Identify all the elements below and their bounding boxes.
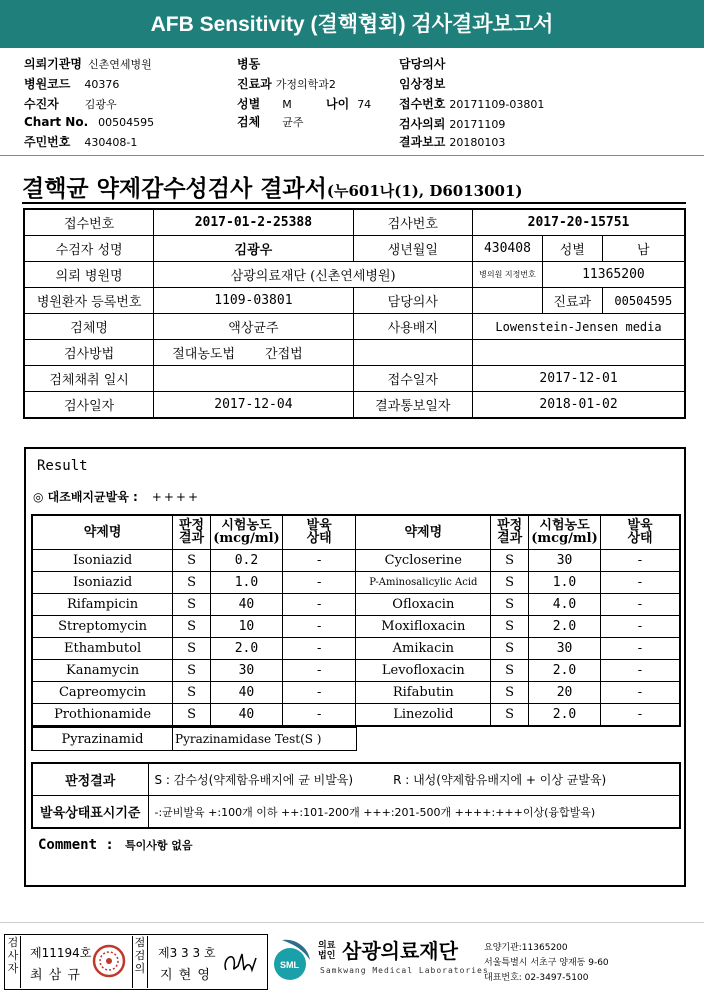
org-name: 삼광의료재단 <box>342 939 458 963</box>
drug-growth: - <box>282 593 355 615</box>
drug-concentration: 30 <box>210 659 282 681</box>
drug-concentration: 2.0 <box>529 615 601 637</box>
signature-icon <box>220 948 260 978</box>
drug-row <box>32 681 680 703</box>
drug-result: S <box>491 681 529 703</box>
drug-name: P-Aminosalicylic Acid <box>356 571 491 593</box>
drug-name: Linezolid <box>356 703 491 726</box>
drug-concentration: 30 <box>529 637 601 659</box>
drug-growth: - <box>601 637 680 659</box>
drug-result: S <box>491 703 529 726</box>
drug-name: Rifampicin <box>32 593 173 615</box>
drug-concentration: 40 <box>210 681 282 703</box>
org-code: 요양기관:11365200 <box>484 943 568 953</box>
drug-name: Kanamycin <box>32 659 173 681</box>
drug-growth: - <box>282 659 355 681</box>
drug-growth: - <box>601 681 680 703</box>
drug-growth: - <box>601 571 680 593</box>
drug-name: Ofloxacin <box>356 593 491 615</box>
legend-table: 판정결과 S : 감수성(약제함유배지에 균 비발육) R : 내성(약제함유배지에 + 이상 균발육) 발육상태표시기준 -:균비발육 +:100개 이하 ++:101-200개 +++:201-500개 ++++:+++이상(융합발육) <box>31 762 681 829</box>
drug-name: Prothionamide <box>32 703 173 726</box>
drug-growth: - <box>282 681 355 703</box>
tester-name: 최 삼 규 <box>30 968 81 983</box>
heading-rule <box>22 202 686 204</box>
drug-result: S <box>491 615 529 637</box>
result-label: Result <box>37 458 88 474</box>
specimen-info-table: 접수번호 2017-01-2-25388 검사번호 2017-20-15751 수검자 성명 김광우 생년월일 430408 성별 남 의뢰 병원명 삼광의료재단 (신촌연세병원) 병의원 지정번호 11365200 병원환자 등록번호 1109-03801 담당의사 진료과 00504595 검체명 액상균주 사용배지 Lowenstein-Jensen media 검사방법 절대농도법 간접법 검체채취 일시 접수일자 2017-12-01 검사일자 2017-12-04 결과통보일자 2018-01-02 <box>23 208 686 419</box>
drug-result: S <box>173 615 211 637</box>
drug-name: Amikacin <box>356 637 491 659</box>
drug-result: S <box>491 659 529 681</box>
tester-no: 제11194호 <box>30 946 92 960</box>
report-heading: 결핵균 약제감수성검사 결과서(누601나(1), D6013001) <box>22 175 523 202</box>
drug-concentration: 2.0 <box>529 703 601 726</box>
sml-logo-icon <box>272 936 316 982</box>
drug-row <box>32 593 680 615</box>
drug-result: S <box>173 659 211 681</box>
drug-result: S <box>173 549 211 571</box>
drug-growth: - <box>601 703 680 726</box>
approver-name: 지 현 영 <box>160 968 211 983</box>
drug-name: Ethambutol <box>32 637 173 659</box>
drug-result: S <box>173 637 211 659</box>
drug-concentration: 10 <box>210 615 282 637</box>
drug-row <box>32 637 680 659</box>
title-underline <box>0 46 704 48</box>
drug-name: Cycloserine <box>356 549 491 571</box>
drug-growth: - <box>282 637 355 659</box>
org-prefix: 의료법인 <box>318 941 336 961</box>
drug-concentration: 2.0 <box>210 637 282 659</box>
sml-logo-text: SML <box>280 960 299 970</box>
drug-growth: - <box>601 593 680 615</box>
org-english: Samkwang Medical Laboratories <box>320 966 489 975</box>
drug-growth: - <box>282 571 355 593</box>
drug-result: S <box>491 571 529 593</box>
drug-growth: - <box>282 703 355 726</box>
drug-row <box>32 615 680 637</box>
drug-result: S <box>491 637 529 659</box>
drug-name: Capreomycin <box>32 681 173 703</box>
drug-concentration: 40 <box>210 593 282 615</box>
drug-concentration: 2.0 <box>529 659 601 681</box>
drug-concentration: 20 <box>529 681 601 703</box>
drug-name: Isoniazid <box>32 549 173 571</box>
drug-concentration: 4.0 <box>529 593 601 615</box>
drug-concentration: 1.0 <box>529 571 601 593</box>
tester-label: 검사자 <box>6 936 21 988</box>
drug-result: S <box>491 593 529 615</box>
drug-row <box>32 549 680 571</box>
drug-row <box>32 571 680 593</box>
drug-name: Moxifloxacin <box>356 615 491 637</box>
drug-name: Levofloxacin <box>356 659 491 681</box>
comment: Comment : 특이사항 없음 <box>38 837 193 853</box>
drug-result: S <box>173 593 211 615</box>
pza-row: Pyrazinamid Pyrazinamidase Test(S ) <box>31 727 357 751</box>
drug-result: S <box>173 703 211 726</box>
drug-row <box>32 703 680 726</box>
approver-label: 점검의 <box>132 936 148 988</box>
drug-growth: - <box>601 549 680 571</box>
drug-result: S <box>173 681 211 703</box>
drug-result: S <box>491 549 529 571</box>
control-growth: ◎ 대조배지균발육 : ++++ <box>33 490 200 504</box>
drug-concentration: 40 <box>210 703 282 726</box>
drug-result: S <box>173 571 211 593</box>
drug-sensitivity-table: 약제명 판정 결과 시험농도 (mcg/ml) 발육 상태 약제명 판정 결과 시험농도 (mcg/ml) 발육 상태 Isoniazid S 0.2 - Cycloserine S 30 - Isoniazid S 1.0 - P-Aminosalicylic Acid S 1.0 - Rifampicin S 40 - Ofloxacin S 4.0 - Streptomycin S 10 - Moxifloxacin S 2.0 - Ethambutol S 2.0 - Amikacin S 30 - Kanamycin S 30 - Levofloxacin S 2.0 - Capreomycin S 40 - Rifabutin S 20 - Prothionamide S 40 - Linezolid S 2.0 - <box>31 514 681 727</box>
drug-row <box>32 659 680 681</box>
org-phone: 대표번호: 02-3497-5100 <box>484 973 589 983</box>
drug-concentration: 30 <box>529 549 601 571</box>
drug-growth: - <box>601 615 680 637</box>
drug-growth: - <box>282 615 355 637</box>
tester-seal-icon <box>92 944 126 978</box>
drug-name: Rifabutin <box>356 681 491 703</box>
drug-concentration: 1.0 <box>210 571 282 593</box>
drug-name: Isoniazid <box>32 571 173 593</box>
org-address: 서울특별시 서초구 양재동 9-60 <box>484 958 609 968</box>
drug-concentration: 0.2 <box>210 549 282 571</box>
drug-growth: - <box>601 659 680 681</box>
section-divider <box>0 155 704 156</box>
report-title-bar: AFB Sensitivity (결핵협회) 검사결과보고서 <box>0 0 704 46</box>
approver-no: 제3 3 3 호 <box>158 946 216 960</box>
drug-name: Streptomycin <box>32 615 173 637</box>
drug-growth: - <box>282 549 355 571</box>
